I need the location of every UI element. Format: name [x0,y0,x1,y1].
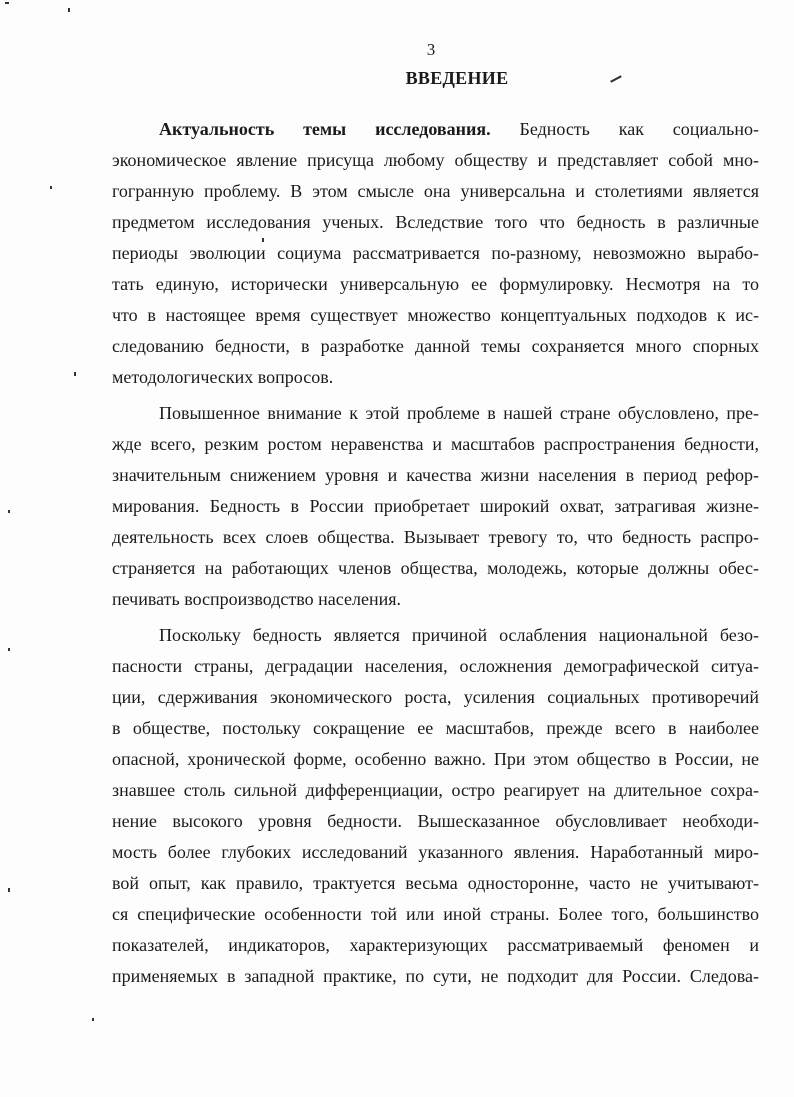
text-line: тать единую, исторически универсальную ее формулировку. Несмотря на то [112,274,759,294]
text-line: Поскольку бедность является причиной ослабления национальной безо- [159,625,759,645]
text-line: экономическое явление присуща любому обществу и представляет собой мно- [112,150,759,170]
text-line: методологических вопросов. [112,367,334,387]
text-line: ции, сдерживания экономического роста, усиления социальных противоречий [112,687,759,707]
scan-mark [8,648,10,651]
text-line: в обществе, постольку сокращение ее масштабов, прежде всего в наиболее [112,718,759,738]
text-line: ся специфические особенности той или иной страны. Более того, большинство [112,904,759,924]
scan-mark [92,1018,94,1021]
page-number: 3 [426,40,436,59]
text-line: гогранную проблему. В этом смысле она универсальна и столетиями является [112,181,759,201]
scan-mark [74,372,76,376]
section-lead: Актуальность темы исследования. [159,119,491,139]
text-line: жде всего, резким ростом неравенства и масштабов распространения бедности, [112,434,759,454]
paragraph [112,398,759,615]
text-line: Повышенное внимание к этой проблеме в нашей стране обусловлено, пре- [159,403,759,423]
page-title: ВВЕДЕНИЕ [405,68,509,88]
text-line: пасности страны, деградации населения, осложнения демографической ситуа- [112,656,759,676]
text-line: вой опыт, как правило, трактуется весьма односторонне, часто не учитывают- [112,873,759,893]
text-line: мирования. Бедность в России приобретает широкий охват, затрагивая жизне- [112,496,759,516]
text-line: значительным снижением уровня и качества жизни населения в период рефор- [112,465,759,485]
scan-mark [68,8,70,12]
text-line: знавшее столь сильной дифференциации, остро реагирует на длительное сохра- [112,780,759,800]
text-line: печивать воспроизводство населения. [112,589,401,609]
text-line: следованию бедности, в разработке данной темы сохраняется много спорных [112,336,759,356]
scan-mark [50,186,52,189]
body-text [112,114,759,992]
text-line: деятельность всех слоев общества. Вызывает тревогу то, что бедность распро- [112,527,759,547]
paragraph [112,114,759,393]
text-line: Актуальность темы исследования. Бедность как социально- [159,119,759,139]
scan-mark [8,888,10,892]
scan-mark [8,510,10,513]
text-line: показателей, индикаторов, характеризующих рассматриваемый феномен и [112,935,759,955]
text-line: мость более глубоких исследований указанного явления. Наработанный миро- [112,842,759,862]
text-line: страняется на работающих членов общества, молодежь, которые должны обес- [112,558,759,578]
text-line: опасной, хронической форме, особенно важно. При этом общество в России, не [112,749,759,769]
paragraph [112,620,759,992]
text-line: применяемых в западной практике, по сути, не подходит для России. Следова- [112,966,759,986]
text-line: предметом исследования ученых. Вследствие того что бедность в различные [112,212,759,232]
text-line: нение высокого уровня бедности. Вышесказанное обусловливает необходи- [112,811,759,831]
text-line: периоды эволюции социума рассматривается по-разному, невозможно вырабо- [112,243,759,263]
scan-mark [5,2,9,4]
text-line: что в настоящее время существует множество концептуальных подходов к ис- [112,305,759,325]
